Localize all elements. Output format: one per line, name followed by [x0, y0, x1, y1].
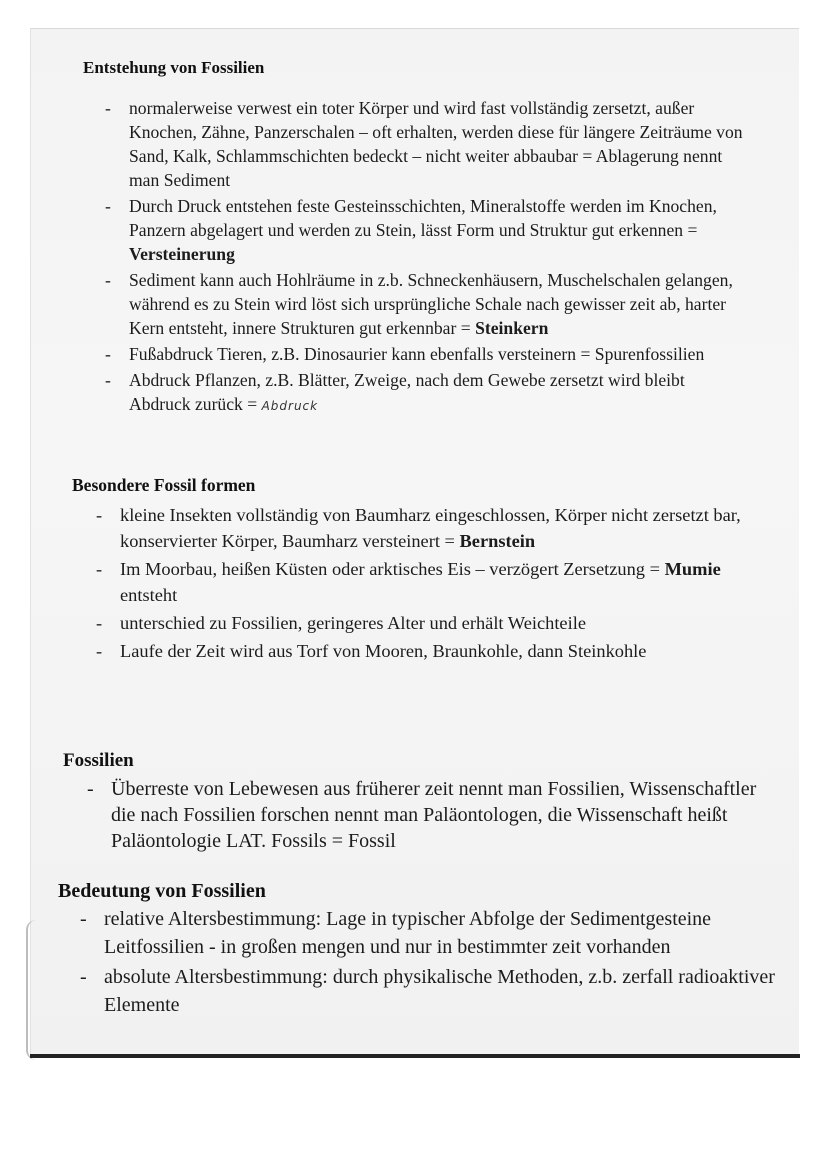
section-bedeutung — [58, 877, 778, 1021]
term-steinkern: Steinkern — [475, 318, 549, 338]
list-item: - Fußabdruck Tieren, z.B. Dinosaurier kann ebenfalls versteinern = Spurenfossilien — [105, 344, 705, 364]
list-item: - normalerweise verwest ein toter Körper und wird fast vollständig zersetzt, außer Knochen, Zähne, Panzerschalen – oft erhalten, werden diese für längere Zeiträume von Sand, Kalk, Schlammschichten bedeckt – nicht weiter abbaubar = Ablagerung nennt man Sediment — [105, 98, 743, 190]
list-item: - kleine Insekten vollständig von Baumharz eingeschlossen, Körper nicht zersetzt bar, konservierter Körper, Baumharz versteinert = Bernstein — [94, 502, 772, 554]
dash-bullet: - — [87, 778, 94, 800]
dash-bullet: - — [105, 196, 111, 216]
list-item: - Im Moorbau, heißen Küsten oder arktisches Eis – verzögert Zersetzung = Mumie entsteht — [94, 556, 772, 608]
list-item: - relative Altersbestimmung: Lage in typischer Abfolge der Sedimentgesteine Leitfossilien - in großen mengen und nur in bestimmter zeit vorhanden — [78, 905, 778, 961]
bullet-list — [78, 905, 778, 1019]
term-bernstein: Bernstein — [459, 531, 536, 551]
term-mumie: Mumie — [664, 559, 721, 579]
section-heading: Fossilien — [63, 750, 134, 771]
section-heading: Entstehung von Fossilien — [83, 58, 265, 77]
section-entstehung — [83, 56, 743, 420]
dash-bullet: - — [105, 344, 111, 364]
dash-bullet: - — [105, 370, 111, 390]
page-fold-shadow — [26, 920, 38, 1060]
term-versteinerung: Versteinerung — [129, 244, 235, 264]
bullet-list — [103, 96, 743, 418]
dash-bullet: - — [96, 505, 103, 525]
dash-bullet: - — [80, 908, 87, 930]
dash-bullet: - — [80, 966, 87, 988]
bullet-list — [85, 776, 763, 854]
handwritten-note: Abdruck — [261, 399, 319, 413]
list-item: - Laufe der Zeit wird aus Torf von Mooren, Braunkohle, dann Steinkohle — [94, 638, 772, 664]
list-item: - Sediment kann auch Hohlräume in z.b. Schneckenhäusern, Muschelschalen gelangen, während es zu Stein wird löst sich ursprüngliche Schale nach gewisser zeit ab, harter Kern entsteht, innere Strukturen gut erkennbar = Steinkern — [105, 270, 733, 338]
dash-bullet: - — [96, 559, 103, 579]
dash-bullet: - — [105, 270, 111, 290]
section-fossilien — [63, 748, 763, 856]
list-item: - Überreste von Lebewesen aus früherer zeit nennt man Fossilien, Wissenschaftler die nach Fossilien forschen nennt man Paläontologen, die Wissenschaft heißt Paläontologie LAT. Fossils = Fossil — [87, 778, 757, 852]
dash-bullet: - — [96, 641, 103, 661]
bottom-rule — [30, 1054, 800, 1058]
section-heading: Besondere Fossil formen — [72, 475, 256, 495]
list-item: - Abdruck Pflanzen, z.B. Blätter, Zweige, nach dem Gewebe zersetzt wird bleibt Abdruck zurück = Abdruck — [105, 370, 685, 414]
section-besondere-fossil-formen — [72, 472, 772, 666]
dash-bullet: - — [96, 613, 103, 633]
bullet-list — [94, 502, 772, 664]
list-item: - absolute Altersbestimmung: durch physikalische Methoden, z.b. zerfall radioaktiver Elemente — [78, 963, 778, 1019]
dash-bullet: - — [105, 98, 111, 118]
list-item: - Durch Druck entstehen feste Gesteinsschichten, Mineralstoffe werden im Knochen, Panzern abgelagert und werden zu Stein, lässt Form und Struktur gut erkennen = Versteinerung — [105, 196, 717, 264]
list-item: - unterschied zu Fossilien, geringeres Alter und erhält Weichteile — [94, 610, 772, 636]
section-heading: Bedeutung von Fossilien — [58, 880, 266, 902]
